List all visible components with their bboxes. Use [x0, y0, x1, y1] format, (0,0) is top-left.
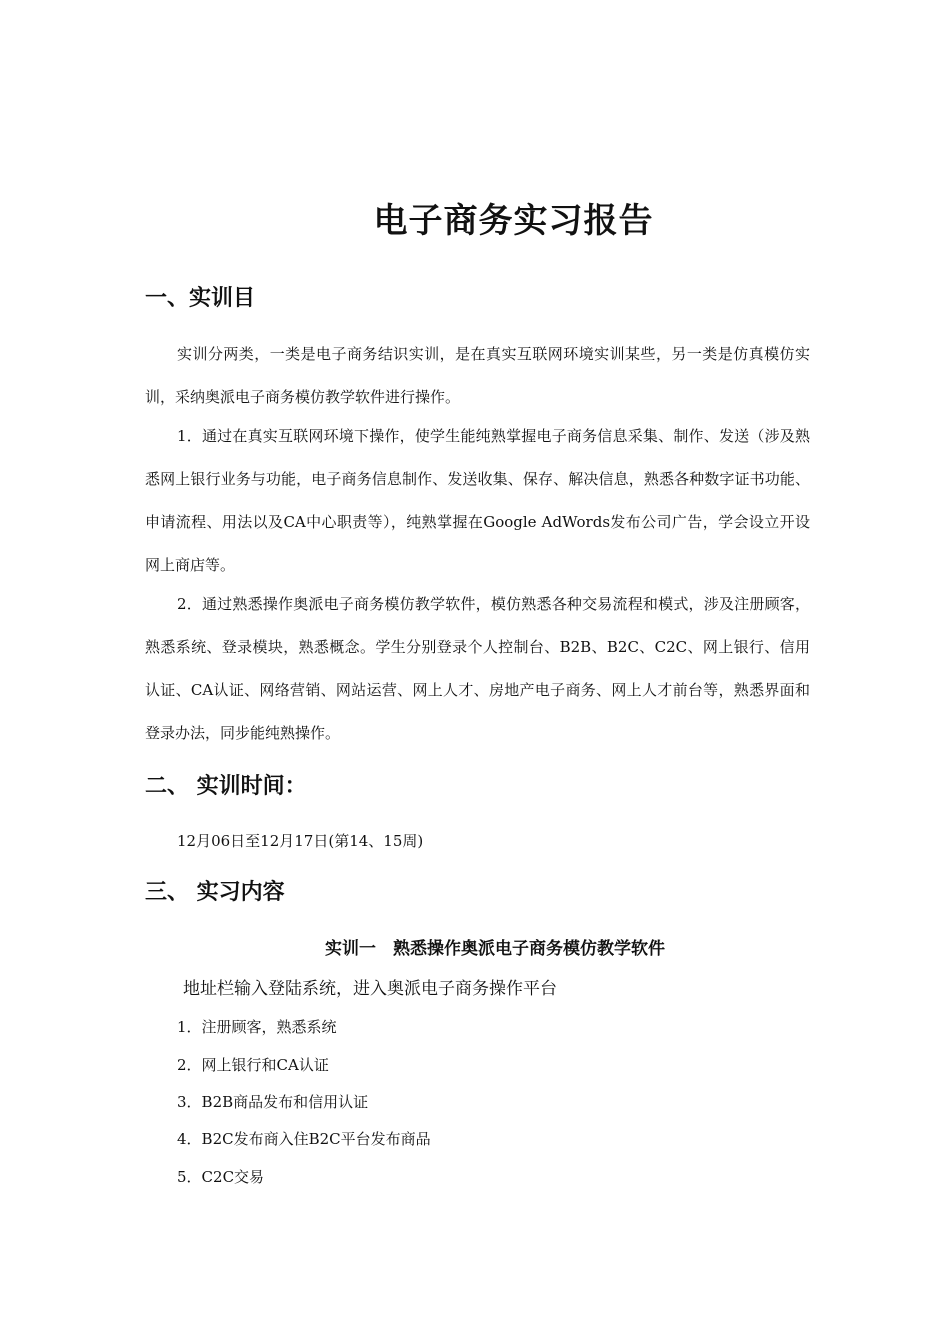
list-item: 5．C2C交易	[177, 1168, 265, 1186]
document-title: 电子商务实习报告	[373, 201, 654, 241]
objectives-intro-paragraph: 实训分两类，一类是电子商务结识实训，是在真实互联网环境实训某些，另一类是仿真模仿实训，采纳奥派电子商务模仿教学软件进行操作。	[145, 345, 810, 406]
training-one-subheading: 实训一 熟悉操作奥派电子商务模仿教学软件	[325, 939, 665, 959]
list-item: 2．网上银行和CA认证	[177, 1056, 329, 1074]
training-one-intro: 地址栏输入登陆系统，进入奥派电子商务操作平台	[183, 979, 557, 999]
section-heading-training-time: 二、 实训时间：	[145, 774, 307, 799]
list-item: 1．注册顾客，熟悉系统	[177, 1018, 337, 1036]
list-item: 3．B2B商品发布和信用认证	[177, 1093, 369, 1111]
section-heading-internship-content: 三、 实习内容	[145, 880, 285, 905]
training-time-text: 12月06日至12月17日(第14、15周)	[177, 832, 424, 850]
list-item: 4．B2C发布商入住B2C平台发布商品	[177, 1130, 431, 1148]
objectives-point-2-paragraph: 2．通过熟悉操作奥派电子商务模仿教学软件，模仿熟悉各种交易流程和模式，涉及注册顾客，熟悉系统、登录模块，熟悉概念。学生分别登录个人控制台、B2B、B2C、C2C、网上银行、信用认证、CA认证、网络营销、网站运营、网上人才、房地产电子商务、网上人才前台等，熟悉界面和登录办法，同步能纯熟操作。	[145, 595, 810, 742]
objectives-point-1-paragraph: 1．通过在真实互联网环境下操作，使学生能纯熟掌握电子商务信息采集、制作、发送（涉及熟悉网上银行业务与功能，电子商务信息制作、发送收集、保存、解决信息，熟悉各种数字证书功能、申请流程、用法以及CA中心职责等），纯熟掌握在Google AdWords发布公司广告，学会设立开设网上商店等。	[145, 427, 810, 574]
section-heading-objectives: 一、实训目	[145, 286, 256, 311]
